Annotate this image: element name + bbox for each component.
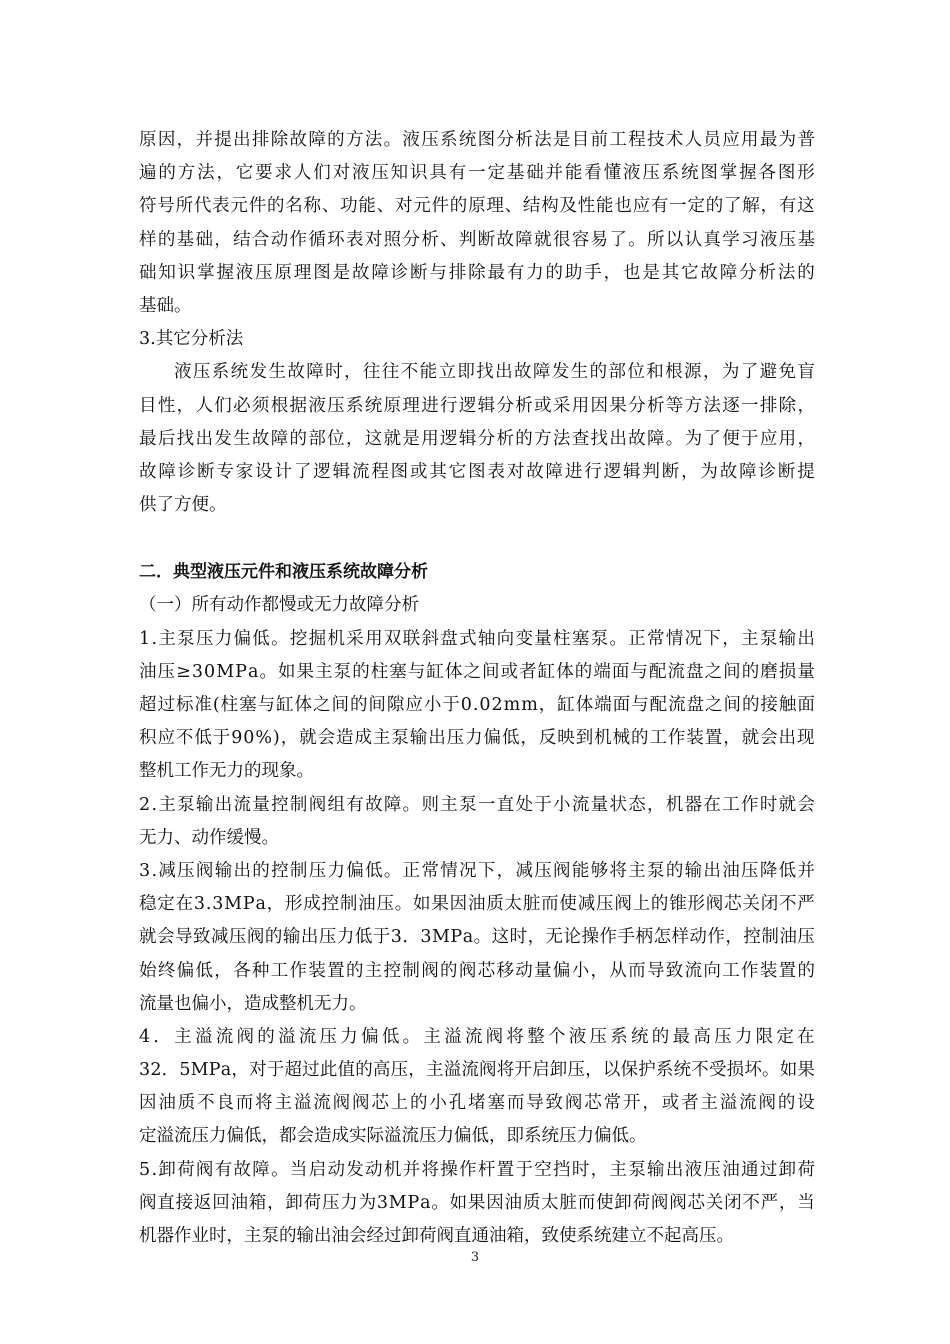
text-line: 最 后 找 出 发 生 故 障 的 部 位 ， 这 就 是 用 逻 辑 分 析 的 方 法 查 找 出 故 障 。 为 了 便 于 应 用 ， xyxy=(139,428,815,449)
text-line: 超 过 标 准 ( 柱 塞 与 缸 体 之 间 的 间 隙 应 小 于 0 . 0 2 m m ， 缸 体 端 面 与 配 流 盘 之 间 的 接 触 面 xyxy=(139,695,815,715)
text-line: 4 ． 主 溢 流 阀 的 溢 流 压 力 偏 低 。 主 溢 流 阀 将 整 个 液 压 系 统 的 最 高 压 力 限 定 在 xyxy=(139,1026,815,1047)
text-line: 阀 直 接 返 回 油 箱 ， 卸 荷 压 力 为 3 M P a 。 如 果 因 油 质 太 脏 而 使 卸 荷 阀 阀 芯 关 闭 不 严 ， 当 xyxy=(139,1192,815,1213)
spacer xyxy=(139,522,815,556)
text-line: 因 油 质 不 良 而 将 主 溢 流 阀 阀 芯 上 的 小 孔 堵 塞 而 导 致 阀 芯 常 开 ， 或 者 主 溢 流 阀 的 设 xyxy=(139,1093,815,1114)
text-line: 液 压 系 统 发 生 故 障 时 ， 往 往 不 能 立 即 找 出 故 障 发 生 的 部 位 和 根 源 ， 为 了 避 免 盲 xyxy=(174,362,815,383)
text-line: 样 的 基 础 ， 结 合 动 作 循 环 表 对 照 分 析 、 判 断 故 障 就 很 容 易 了 。 所 以 认 真 学 习 液 压 基 xyxy=(139,229,815,250)
text-line: 整机工作无力的现象。 xyxy=(139,761,314,782)
section-2-heading: 二．典型液压元件和液压系统故障分析 xyxy=(139,562,428,583)
text-line: 故 障 诊 断 专 家 设 计 了 逻 辑 流 程 图 或 其 它 图 表 对 故 障 进 行 逻 辑 判 断 ， 为 故 障 诊 断 提 xyxy=(139,461,815,482)
text-line: 流量也偏小，造成整机无力。 xyxy=(139,993,367,1014)
text-line: 就 会 导 致 减 压 阀 的 输 出 压 力 低 于 3 ． 3 M P a 。 这 时 ， 无 论 操 作 手 柄 怎 样 动 作 ， 控 制 油 压 xyxy=(139,927,815,948)
text-line: 油 压 ≥ 3 0 M P a 。 如 果 主 泵 的 柱 塞 与 缸 体 之 间 或 者 缸 体 的 端 面 与 配 流 盘 之 间 的 磨 损 量 xyxy=(139,661,815,682)
document-page xyxy=(139,124,815,1253)
text-line: 目 性 ， 人 们 必 须 根 据 液 压 系 统 原 理 进 行 逻 辑 分 析 或 采 用 因 果 分 析 等 方 法 逐 一 排 除 ， xyxy=(139,395,815,416)
text-line: 稳 定 在 3 . 3 M P a ， 形 成 控 制 油 压 。 如 果 因 油 质 太 脏 而 使 减 压 阀 上 的 锥 形 阀 芯 关 闭 不 严 xyxy=(139,894,815,915)
section-3-title: 3.其它分析法 xyxy=(139,329,244,350)
text-line: 基础。 xyxy=(139,295,192,316)
item-2-flow-control-valve xyxy=(139,789,815,855)
text-line: 供了方便。 xyxy=(139,495,227,516)
text-line: 积 应 不 低 于 9 0 % ) ， 就 会 造 成 主 泵 输 出 压 力 偏 低 ， 反 映 到 机 械 的 工 作 装 置 ， 就 会 出 现 xyxy=(139,728,815,749)
text-line: 5 . 卸 荷 阀 有 故 障 。 当 启 动 发 动 机 并 将 操 作 杆 置 于 空 挡 时 ， 主 泵 输 出 液 压 油 通 过 卸 荷 xyxy=(139,1159,815,1180)
text-line: 符 号 所 代 表 元 件 的 名 称 、 功 能 、 对 元 件 的 原 理 、 结 构 及 性 能 也 应 有 一 定 的 了 解 ， 有 这 xyxy=(139,196,815,217)
text-line: 机器作业时，主泵的输出油会经过卸荷阀直通油箱，致使系统建立不起高压。 xyxy=(139,1226,734,1246)
text-line: 2 . 主 泵 输 出 流 量 控 制 阀 组 有 故 障 。 则 主 泵 一 直 处 于 小 流 量 状 态 ， 机 器 在 工 作 时 就 会 xyxy=(139,794,815,815)
item-5-unloading-valve xyxy=(139,1154,815,1254)
item-1-main-pump-pressure xyxy=(139,623,815,789)
item-4-main-relief-valve xyxy=(139,1021,815,1154)
text-line: 础 知 识 掌 握 液 压 原 理 图 是 故 障 诊 断 与 排 除 最 有 力 的 助 手 ， 也 是 其 它 故 障 分 析 法 的 xyxy=(139,262,815,283)
paragraph-other-analysis xyxy=(139,356,815,522)
text-line: 原 因 ， 并 提 出 排 除 故 障 的 方 法 。 液 压 系 统 图 分 析 法 是 目 前 工 程 技 术 人 员 应 用 最 为 普 xyxy=(139,130,815,150)
text-line: 无力、动作缓慢。 xyxy=(139,827,279,848)
subsection-1-title: （一）所有动作都慢或无力故障分析 xyxy=(139,595,419,616)
text-line: 定溢流压力偏低，都会造成实际溢流压力偏低，即系统压力偏低。 xyxy=(139,1126,647,1147)
text-line: 遍 的 方 法 ， 它 要 求 人 们 对 液 压 知 识 具 有 一 定 基 础 并 能 看 懂 液 压 系 统 图 掌 握 各 图 形 xyxy=(139,163,815,184)
text-line: 3 . 减 压 阀 输 出 的 控 制 压 力 偏 低 。 正 常 情 况 下 ， 减 压 阀 能 够 将 主 泵 的 输 出 油 压 降 低 并 xyxy=(139,860,815,881)
text-line: 1 . 主 泵 压 力 偏 低 。 挖 掘 机 采 用 双 联 斜 盘 式 轴 向 变 量 柱 塞 泵 。 正 常 情 况 下 ， 主 泵 输 出 xyxy=(139,628,815,649)
text-line: 始 终 偏 低 ， 各 种 工 作 装 置 的 主 控 制 阀 的 阀 芯 移 动 量 偏 小 ， 从 而 导 致 流 向 工 作 装 置 的 xyxy=(139,960,815,981)
item-3-pressure-reducing-valve xyxy=(139,855,815,1021)
text-line: 3 2 ． 5 M P a ， 对 于 超 过 此 值 的 高 压 ， 主 溢 流 阀 将 开 启 卸 压 ， 以 保 护 系 统 不 受 损 坏 。 如 果 xyxy=(139,1060,815,1081)
paragraph-hydraulic-diagram-analysis xyxy=(139,124,815,323)
page-number: 3 xyxy=(470,1250,480,1265)
